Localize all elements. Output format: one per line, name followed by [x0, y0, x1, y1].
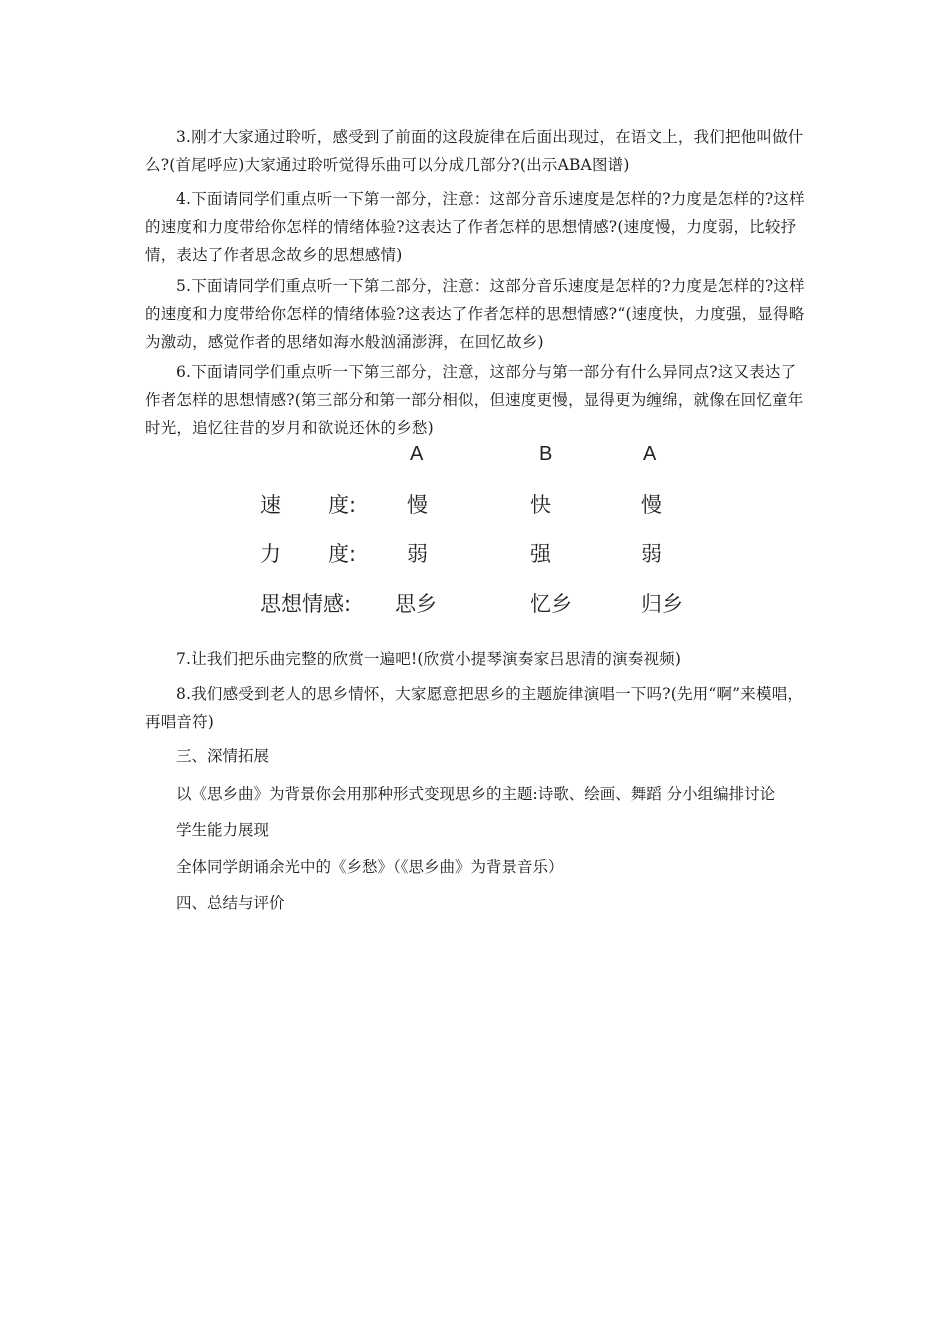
section-3-line-3: 全体同学朗诵余光中的《乡愁》（《思乡曲》为背景音乐） — [176, 858, 564, 876]
paragraph-8: 8.我们感受到老人的思乡情怀，大家愿意把思乡的主题旋律演唱一下吗?(先用“啊”来模唱，再唱音符) — [145, 685, 804, 731]
row-force-label-a: 力 — [260, 542, 281, 566]
section-3-heading: 三、深情拓展 — [176, 747, 270, 765]
row-emotion-value-a2: 归乡 — [641, 592, 683, 616]
paragraph-4: 4.下面请同学们重点听一下第一部分，注意：这部分音乐速度是怎样的?力度是怎样的?这样的速度和力度带给你怎样的情绪体验?这表达了作者怎样的思想情感?(速度慢，力度弱，比较抒情，表达了作者思念故乡的思想感情) — [145, 190, 805, 264]
row-force-value-a1: 弱 — [407, 542, 428, 566]
paragraph-6: 6.下面请同学们重点听一下第三部分，注意，这部分与第一部分有什么异同点?这又表达了作者怎样的思想情感?(第三部分和第一部分相似，但速度更慢，显得更为缠绵，就像在回忆童年时光，追忆往昔的岁月和欲说还休的乡愁) — [145, 363, 804, 437]
row-force-label-b: 度: — [328, 542, 357, 566]
aba-header-a1: A — [410, 443, 424, 465]
row-speed-value-a1: 慢 — [407, 493, 428, 517]
aba-structure-chart — [255, 440, 715, 630]
aba-header-a2: A — [643, 443, 657, 465]
row-force-value-b: 强 — [530, 542, 551, 566]
row-speed-label-a: 速 — [260, 493, 281, 517]
paragraph-7: 7.让我们把乐曲完整的欣赏一遍吧!(欣赏小提琴演奏家吕思清的演奏视频) — [176, 650, 682, 668]
row-speed-value-a2: 慢 — [641, 493, 662, 517]
section-3-line-2: 学生能力展现 — [176, 821, 270, 839]
row-emotion-label: 思想情感: — [260, 592, 352, 616]
aba-header-b: B — [539, 443, 553, 465]
section-3-line-1: 以《思乡曲》为背景你会用那种形式变现思乡的主题:诗歌、绘画、舞蹈 分小组编排讨论 — [176, 785, 776, 803]
paragraph-5: 5.下面请同学们重点听一下第二部分，注意：这部分音乐速度是怎样的?力度是怎样的?这样的速度和力度带给你怎样的情绪体验?这表达了作者怎样的思想情感?“(速度快，力度强，显得略为激动，感觉作者的思绪如海水般汹涌澎湃，在回忆故乡) — [145, 277, 805, 351]
paragraph-3: 3.刚才大家通过聆听，感受到了前面的这段旋律在后面出现过，在语文上，我们把他叫做什么?(首尾呼应)大家通过聆听觉得乐曲可以分成几部分?(出示ABA图谱) — [145, 128, 804, 174]
section-4-heading: 四、总结与评价 — [176, 894, 285, 912]
row-emotion-value-b: 忆乡 — [530, 592, 572, 616]
row-speed-label-b: 度: — [328, 493, 357, 517]
row-emotion-value-a1: 思乡 — [395, 592, 437, 616]
row-force-value-a2: 弱 — [641, 542, 662, 566]
row-speed-value-b: 快 — [530, 493, 551, 517]
